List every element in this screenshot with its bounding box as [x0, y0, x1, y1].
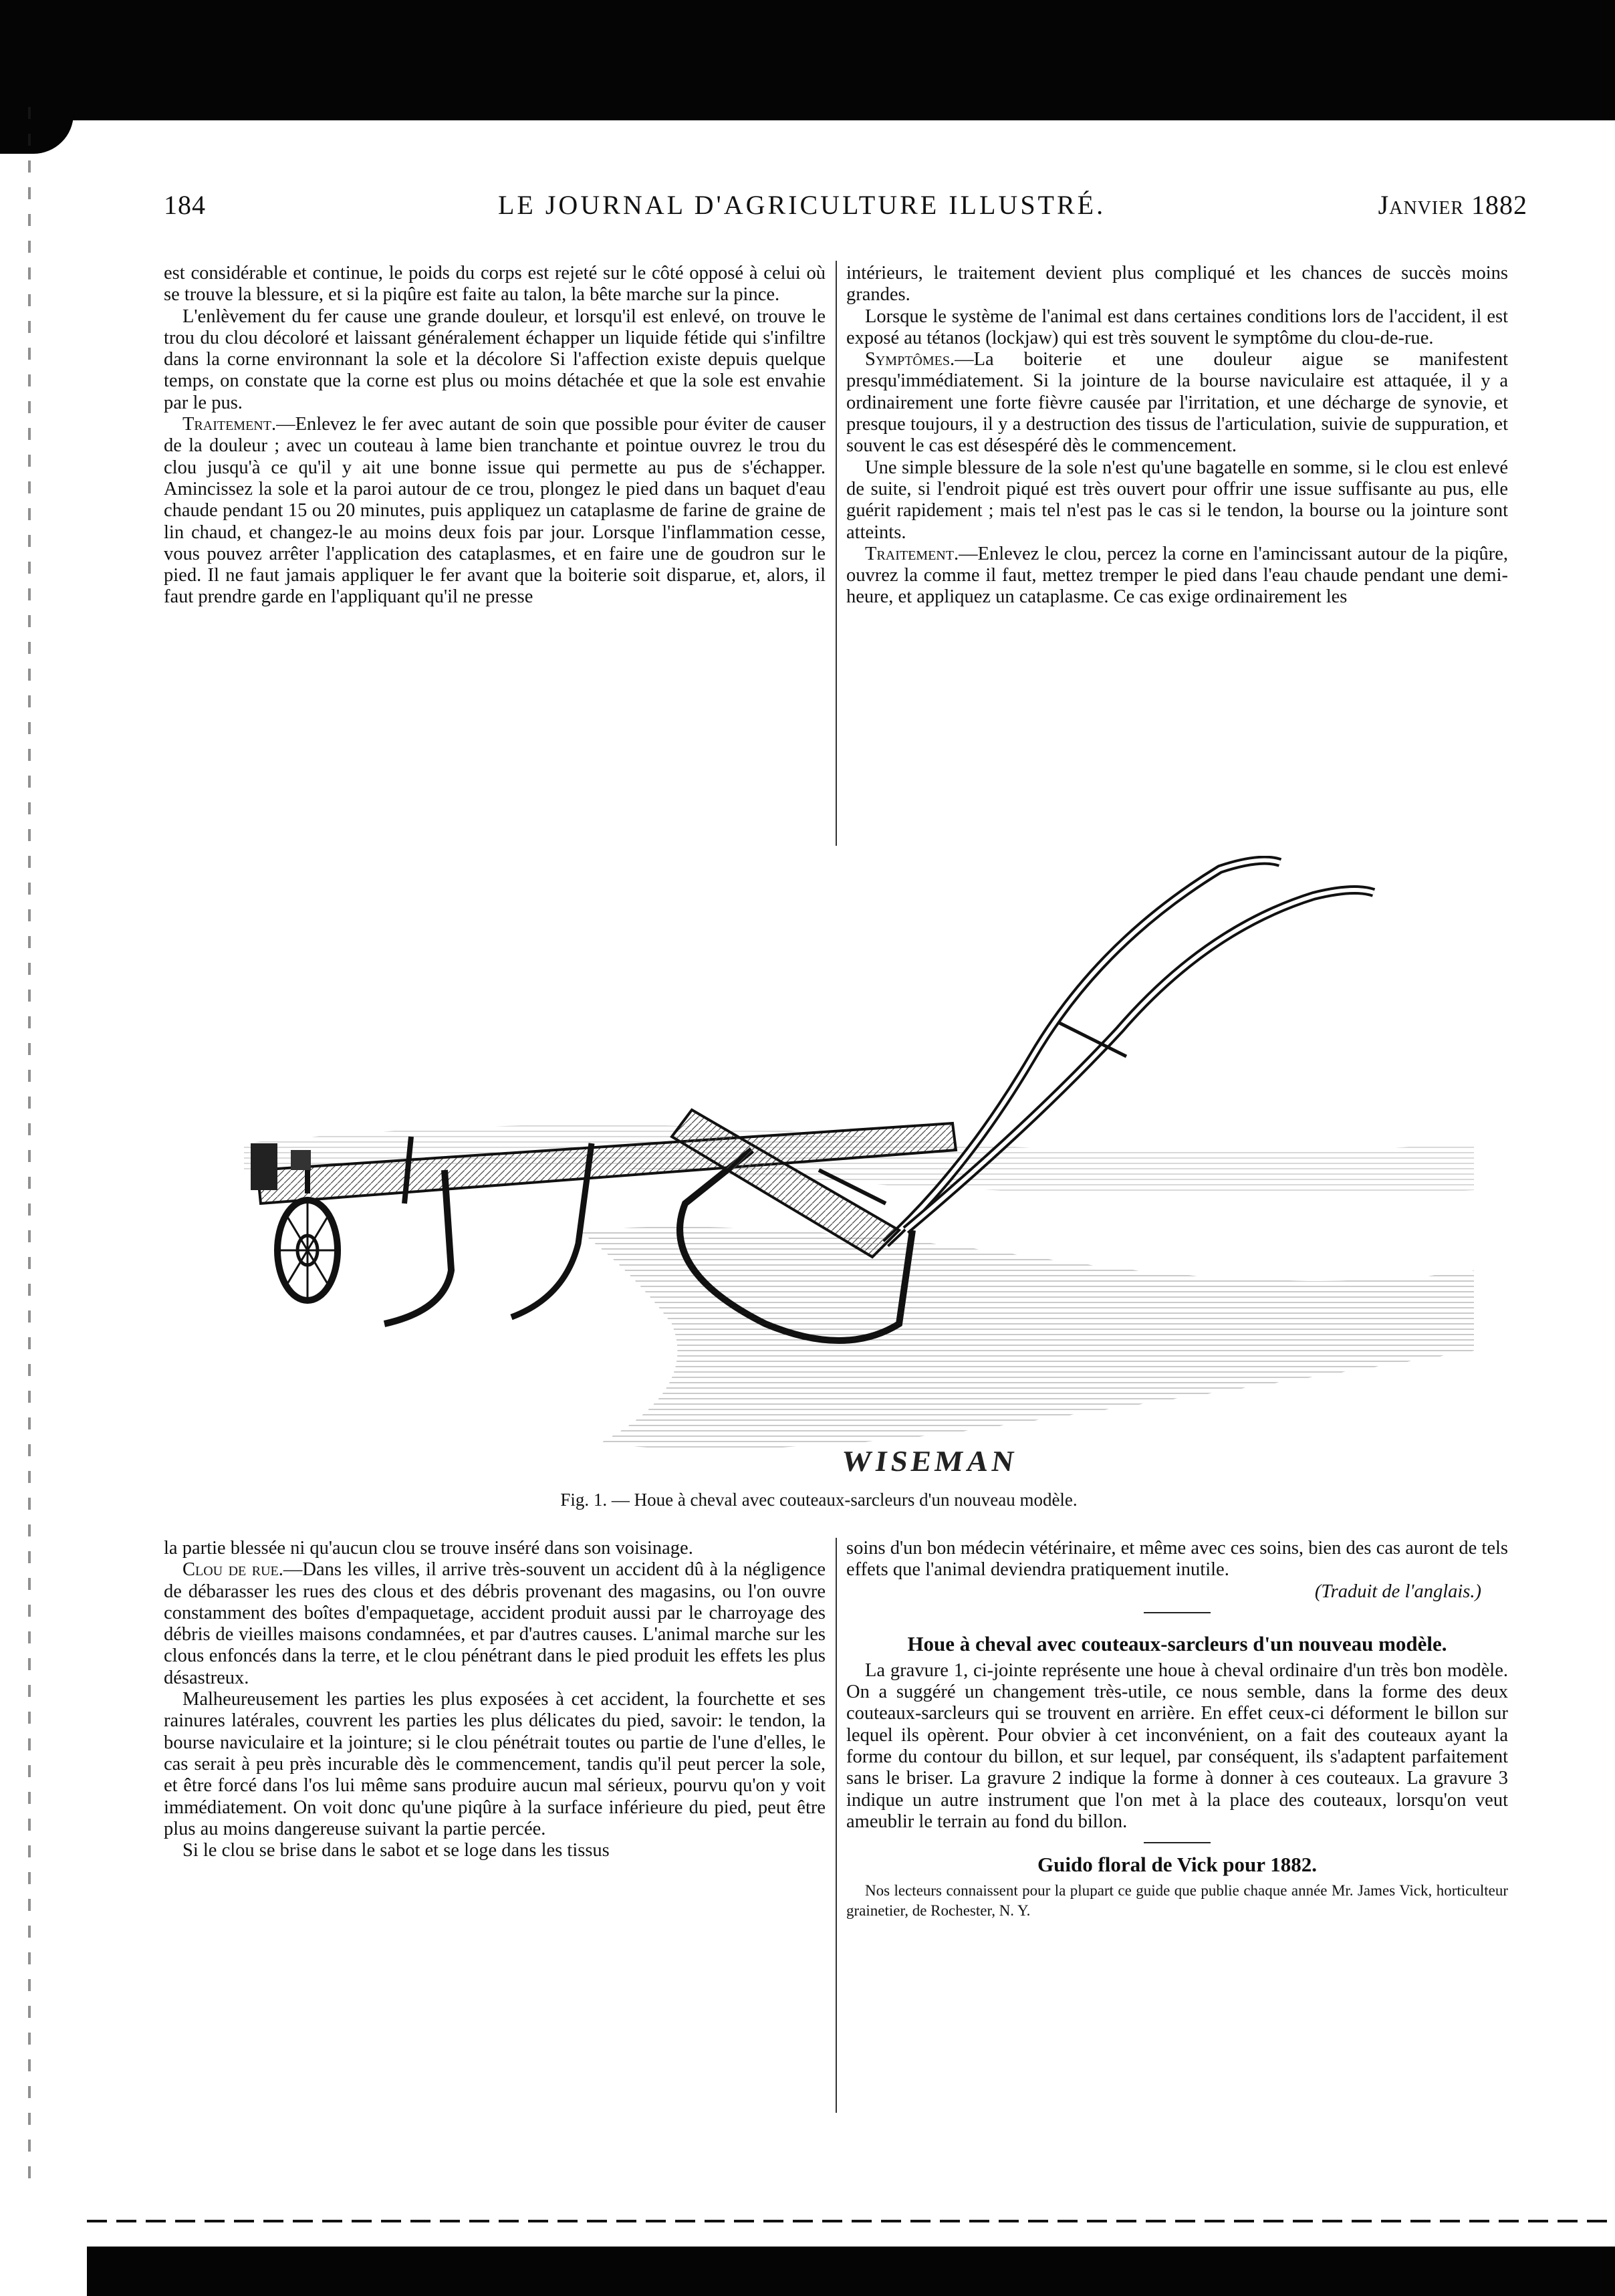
scan-corner — [0, 0, 74, 154]
page-number: 184 — [164, 190, 206, 220]
scan-border-bottom — [87, 2247, 1615, 2296]
issue-date: Janvier 1882 — [1378, 190, 1527, 220]
scan-edge-left — [28, 107, 31, 2180]
guide-title: Guido floral de Vick pour 1882. — [1037, 1853, 1317, 1877]
page-header — [164, 189, 1527, 223]
column-top-right — [846, 263, 1508, 608]
paragraph: Traitement.—Enlevez le clou, percez la corne en l'amincissant autour de la piqûre, ouvrez la comme il faut, mettez tremper le pied dans l'eau chaude pendant une demi-heure, et appliquez un cataplasme. Ce cas exige ordinairement les — [846, 543, 1508, 608]
horse-hoe-illustration — [164, 856, 1474, 1498]
column-bottom-right — [846, 1538, 1508, 1921]
paragraph: Une simple blessure de la sole n'est qu'une bagatelle en somme, si le clou est enlevé de suite, si l'endroit piqué est très ouvert pour offrir une issue suffisante au pus, elle guérit rapidement ; mais tel n'est pas le cas si le tendon, la bourse ou la jointure sont atteints. — [846, 457, 1508, 543]
separator-rule — [1144, 1842, 1211, 1843]
figure-horse-hoe — [164, 856, 1474, 1498]
paragraph: Lorsque le système de l'animal est dans certaines conditions lors de l'accident, il est exposé au tétanos (lockjaw) qui est très souvent le symptôme du clou-de-rue. — [846, 306, 1508, 348]
paragraph: Symptômes.—La boiterie et une douleur aigue se manifestent presqu'immédiatement. Si la jointure de la bourse naviculaire est attaquée, il y a ordinairement une forte fièvre causée par l'irritation, et une décharge de synovie, et presque toujours, il y a destruction des tissus de l'articulation, suivie de suppuration, et souvent le cas est désespéré dès le commencement. — [846, 349, 1508, 457]
paragraph: intérieurs, le traitement devient plus compliqué et les chances de succès moins grandes. — [846, 263, 1508, 306]
run-in-heading: Traitement. — [865, 543, 959, 564]
column-bottom-left — [164, 1538, 826, 1861]
paragraph: Traitement.—Enlevez le fer avec autant de soin que possible pour éviter de causer de la douleur ; avec un couteau à lame bien tranchante et pointue ouvrez le trou du clou jusqu'à ce qu'il y ait une bonne issue qui permette au pus de s'échapper. Amincissez la sole et la paroi autour de ce trou, plongez le pied dans un baquet d'eau chaude pendant 15 ou 20 minutes, puis appliquez un cataplasme de farine de graine de lin chaud, et changez-le au moins deux fois par jour. Lorsque l'inflammation cesse, vous pouvez arrêter l'application des cataplasmes, et en faire une de goudron sur le pied. Il ne faut jamais appliquer le fer avant que la boiterie soit disparue, et, alors, il faut prendre garde en l'appliquant qu'il ne presse — [164, 414, 826, 608]
paragraph: Clou de rue.—Dans les villes, il arrive très-souvent un accident dû à la négligence de débarasser les rues des clous et des débris provenant des magasins, ou l'on ouvre constamment des boîtes d'empaquetage, accident produit aussi par le charroyage des débris de vieilles maisons condamnées, et par d'autres causes. L'animal marche sur les clous enfoncés dans la terre, et le clou pénétrant dans le pied produit les effets les plus désastreux. — [164, 1559, 826, 1688]
run-in-heading: Symptômes. — [865, 349, 955, 370]
scan-border-top — [0, 0, 1615, 120]
column-divider — [836, 261, 837, 846]
attribution: (Traduit de l'anglais.) — [1314, 1581, 1481, 1602]
paragraph: Si le clou se brise dans le sabot et se loge dans les tissus — [182, 1840, 610, 1861]
paragraph: La gravure 1, ci-jointe représente une houe à cheval ordinaire d'un très bon modèle. On a suggéré un changement très-utile, ce nous semble, dans la forme des deux couteaux-sarcleurs qui se trouvent en arrière. En effet ceux-ci déforment le billon sur lequel ils opèrent. Pour obvier à cet inconvénient, on a fait des couteaux ayant la forme du contour du billon, et sur lequel, par conséquent, ils s'adaptent parfaitement sans le briser. La gravure 2 indique la forme à donner à ces couteaux. La gravure 3 indique un autre instrument que l'on met à la place des couteaux, lorsqu'on veut ameublir le terrain au fond du billon. — [846, 1659, 1508, 1832]
figure-caption: Fig. 1. — Houe à cheval avec couteaux-sarcleurs d'un nouveau modèle. — [560, 1490, 1078, 1510]
paragraph: est considérable et continue, le poids du corps est rejeté sur le côté opposé à celui où se trouve la blessure, et si la piqûre est faite au talon, la bête marche sur la pince. — [164, 263, 826, 306]
run-in-heading: Clou de rue. — [182, 1559, 283, 1581]
scan-edge-bottom — [87, 2220, 1611, 2222]
journal-title: LE JOURNAL D'AGRICULTURE ILLUSTRÉ. — [498, 190, 1106, 220]
paragraph: Nos lecteurs connaissent pour la plupart ce guide que publie chaque année Mr. James Vick, horticulteur grainetier, de Rochester, N. Y. — [846, 1882, 1508, 1920]
run-in-heading: Traitement. — [182, 414, 277, 435]
separator-rule — [1144, 1612, 1211, 1613]
column-top-left — [164, 263, 826, 608]
article-title: Houe à cheval avec couteaux-sarcleurs d'un nouveau modèle. — [907, 1631, 1447, 1655]
paragraph: la partie blessée ni qu'aucun clou se trouve inséré dans son voisinage. — [164, 1538, 693, 1559]
paragraph: L'enlèvement du fer cause une grande douleur, et lorsqu'il est enlevé, on trouve le trou du clou décoloré et laissant généralement échapper un liquide fétide qui s'infiltre dans la corne environnant la sole et la décolore Si l'affection existe depuis quelque temps, on constate que la corne est plus ou moins détachée et que la sole est envahie par le pus. — [164, 306, 826, 413]
paragraph: Malheureusement les parties les plus exposées à cet accident, la fourchette et ses rainures latérales, couvrent les parties les plus délicates du pied, savoir: le tendon, la bourse naviculaire et la jointure; si le clou pénétrait toutes ou partie de l'une d'elles, le cas serait à peu près incurable dès le commencement, tandis qu'il peut percer la sole, et être forcé dans l'os lui même sans produire aucun mal sérieux, pourvu qu'on y voit immédiatement. On voit donc qu'une piqûre à la surface inférieure du pied, peut être plus au moins dangereuse suivant la partie percée. — [164, 1689, 826, 1839]
engraver-signature: WISEMAN — [840, 1445, 1020, 1478]
paragraph: soins d'un bon médecin vétérinaire, et même avec ces soins, bien des cas auront de tels effets que l'animal deviendra pratiquement inutile. — [846, 1538, 1508, 1581]
column-divider — [836, 1538, 837, 2113]
